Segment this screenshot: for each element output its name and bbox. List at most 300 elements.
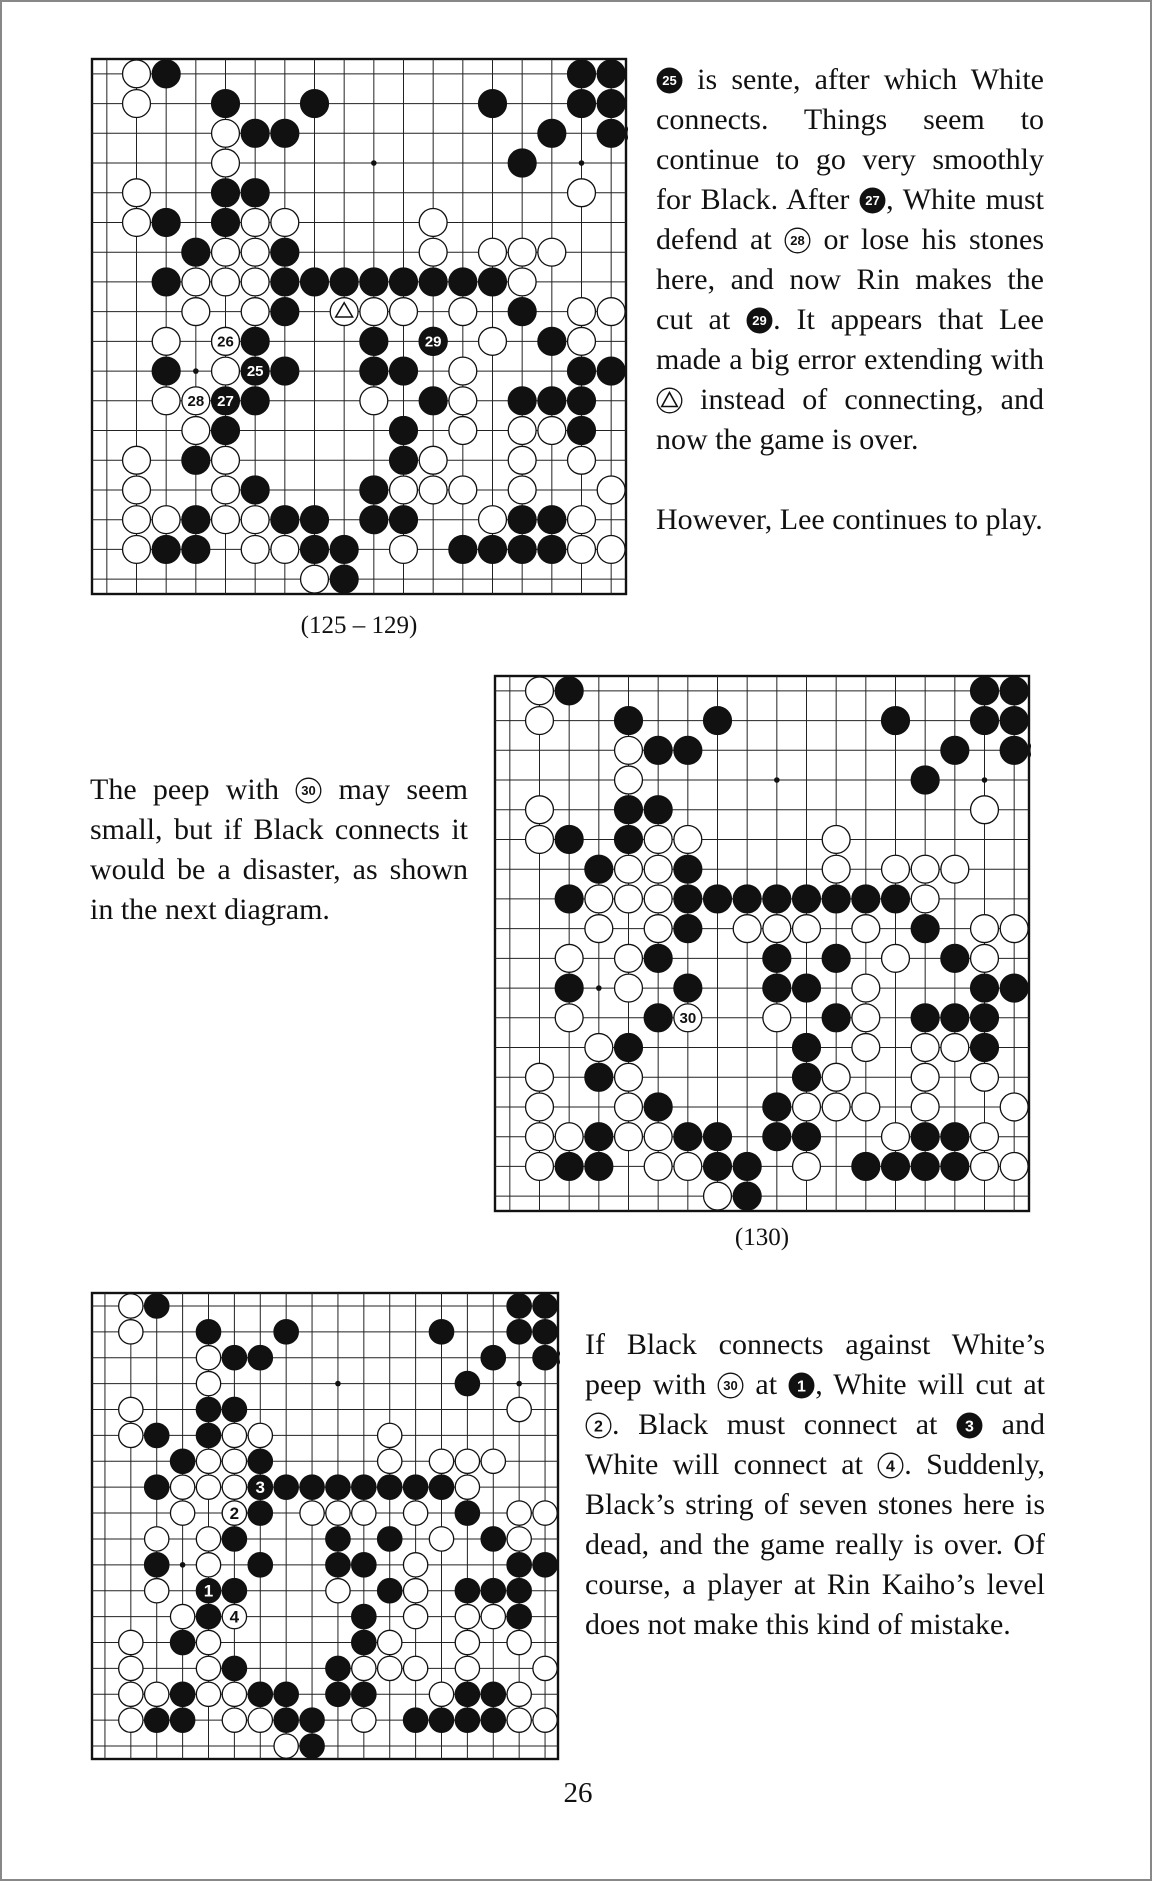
black-stone <box>568 357 596 385</box>
white-stone <box>182 417 210 445</box>
black-stone <box>911 1004 939 1032</box>
black-stone <box>538 387 566 415</box>
inline-black-stone-icon <box>656 67 683 94</box>
white-stone <box>352 1708 376 1732</box>
white-stone <box>419 209 447 237</box>
black-stone <box>615 1034 643 1062</box>
white-stone <box>360 387 388 415</box>
white-stone <box>271 535 299 563</box>
svg-text:27: 27 <box>865 193 880 208</box>
black-stone <box>152 268 180 296</box>
black-stone <box>481 1682 505 1706</box>
black-stone <box>507 1553 531 1577</box>
white-stone <box>429 1449 453 1473</box>
black-stone <box>568 90 596 118</box>
white-stone <box>1000 1093 1028 1121</box>
white-stone <box>481 1604 505 1628</box>
black-stone <box>271 268 299 296</box>
black-stone <box>222 1397 246 1421</box>
white-stone <box>568 506 596 534</box>
white-stone <box>123 90 151 118</box>
black-stone <box>941 1004 969 1032</box>
black-stone <box>971 974 999 1002</box>
svg-text:4: 4 <box>886 1458 896 1476</box>
black-stone <box>152 357 180 385</box>
black-stone <box>733 885 761 913</box>
svg-text:2: 2 <box>594 1418 603 1436</box>
white-stone <box>123 209 151 237</box>
white-stone <box>911 855 939 883</box>
board-svg <box>493 674 1031 1213</box>
black-stone <box>615 796 643 824</box>
black-stone <box>597 60 625 88</box>
white-stone <box>644 855 672 883</box>
text-run: , White must defend at <box>656 183 1044 256</box>
white-stone <box>301 565 329 593</box>
black-stone <box>941 736 969 764</box>
white-stone <box>123 476 151 504</box>
move-number: 1 <box>203 1581 214 1601</box>
svg-text:3: 3 <box>965 1418 974 1436</box>
white-stone <box>419 476 447 504</box>
white-stone <box>941 1034 969 1062</box>
white-stone <box>170 1604 194 1628</box>
black-stone <box>182 446 210 474</box>
black-stone <box>455 1682 479 1706</box>
black-stone <box>674 915 702 943</box>
white-stone <box>526 1152 554 1180</box>
white-stone <box>123 179 151 207</box>
white-stone <box>941 855 969 883</box>
white-stone <box>852 1093 880 1121</box>
black-stone <box>145 1708 169 1732</box>
commentary-peep <box>90 770 468 930</box>
white-stone <box>170 1501 194 1525</box>
white-stone <box>152 387 180 415</box>
move-number: 2 <box>229 1504 240 1524</box>
black-stone <box>971 1004 999 1032</box>
text-run: . Suddenly, Black’s string of seven stones here is dead, and the game really is over. Of course, a player at Rin Kaiho’s level does not make this kind of mistake. <box>585 1448 1045 1641</box>
white-stone <box>508 446 536 474</box>
black-stone <box>538 119 566 147</box>
white-stone <box>568 298 596 326</box>
black-stone <box>704 707 732 735</box>
move-number: 30 <box>679 1009 697 1027</box>
black-stone <box>568 417 596 445</box>
black-stone <box>378 1527 402 1551</box>
black-stone <box>704 1123 732 1151</box>
white-stone <box>196 1475 220 1499</box>
white-stone <box>568 446 596 474</box>
white-stone <box>119 1630 143 1654</box>
text-run: The peep with <box>90 773 296 806</box>
white-stone <box>538 238 566 266</box>
white-stone <box>507 1630 531 1654</box>
black-stone <box>568 60 596 88</box>
black-stone <box>419 268 447 296</box>
black-stone <box>241 387 269 415</box>
commentary-paragraphs-125-129 <box>656 60 1044 540</box>
black-stone <box>170 1708 194 1732</box>
white-stone <box>152 327 180 355</box>
board-svg <box>90 1291 560 1761</box>
white-stone <box>119 1682 143 1706</box>
inline-white-stone-icon <box>585 1412 612 1439</box>
white-stone <box>674 826 702 854</box>
black-stone <box>274 1682 298 1706</box>
white-stone <box>352 1656 376 1680</box>
black-stone <box>241 179 269 207</box>
black-stone <box>763 885 791 913</box>
black-stone <box>241 476 269 504</box>
white-stone <box>822 1063 850 1091</box>
white-stone <box>555 1004 583 1032</box>
white-stone <box>300 1501 324 1525</box>
black-stone <box>644 944 672 972</box>
diagram-caption-130: (130) <box>734 1224 790 1251</box>
white-stone <box>508 268 536 296</box>
text-run: is sente, after which White connects. Things seem to continue to go very smoothly for Black. After <box>656 63 1044 216</box>
black-stone <box>508 506 536 534</box>
black-stone <box>145 1553 169 1577</box>
white-stone <box>390 476 418 504</box>
white-stone <box>403 1579 427 1603</box>
black-stone <box>508 149 536 177</box>
black-stone <box>145 1294 169 1318</box>
black-stone <box>508 387 536 415</box>
black-stone <box>508 298 536 326</box>
black-stone <box>911 766 939 794</box>
white-stone <box>507 1501 531 1525</box>
black-stone <box>674 855 702 883</box>
black-stone <box>271 298 299 326</box>
black-stone <box>822 1004 850 1032</box>
black-stone <box>538 327 566 355</box>
black-stone <box>538 506 566 534</box>
black-stone <box>941 944 969 972</box>
black-stone <box>248 1682 272 1706</box>
white-stone <box>479 506 507 534</box>
white-stone <box>241 209 269 237</box>
black-stone <box>704 885 732 913</box>
white-stone <box>241 506 269 534</box>
white-stone <box>568 179 596 207</box>
white-stone <box>196 1682 220 1706</box>
white-stone <box>852 915 880 943</box>
black-stone <box>479 90 507 118</box>
white-stone <box>119 1656 143 1680</box>
white-stone <box>852 1004 880 1032</box>
black-stone <box>481 1708 505 1732</box>
svg-text:28: 28 <box>790 233 805 248</box>
black-stone <box>212 179 240 207</box>
black-stone <box>196 1397 220 1421</box>
black-stone <box>170 1682 194 1706</box>
white-stone <box>222 1423 246 1447</box>
black-stone <box>597 119 625 147</box>
white-stone <box>449 417 477 445</box>
white-stone <box>419 446 447 474</box>
white-stone <box>555 944 583 972</box>
black-stone <box>971 1034 999 1062</box>
black-stone <box>152 209 180 237</box>
white-stone <box>793 1093 821 1121</box>
black-stone <box>390 417 418 445</box>
black-stone <box>360 357 388 385</box>
white-stone <box>352 1501 376 1525</box>
white-stone <box>585 885 613 913</box>
black-stone <box>212 90 240 118</box>
white-stone <box>763 915 791 943</box>
white-stone <box>538 417 566 445</box>
white-stone <box>1000 915 1028 943</box>
white-stone <box>911 885 939 913</box>
white-stone <box>326 1579 350 1603</box>
black-stone <box>248 1449 272 1473</box>
white-stone <box>971 796 999 824</box>
star-point <box>596 985 602 991</box>
star-point <box>193 368 199 374</box>
text-run: instead of connecting, and now the game is over. <box>656 383 1044 456</box>
black-stone <box>196 1604 220 1628</box>
black-stone <box>793 1063 821 1091</box>
white-stone <box>822 826 850 854</box>
black-stone <box>555 677 583 705</box>
black-stone <box>326 1527 350 1551</box>
white-stone <box>733 915 761 943</box>
star-point <box>180 1562 186 1568</box>
black-stone <box>533 1320 557 1344</box>
black-stone <box>507 1579 531 1603</box>
black-stone <box>597 357 625 385</box>
white-stone <box>403 1604 427 1628</box>
black-stone <box>941 1152 969 1180</box>
black-stone <box>644 796 672 824</box>
white-stone <box>123 60 151 88</box>
star-point <box>371 160 377 166</box>
black-stone <box>533 1553 557 1577</box>
white-stone <box>674 1152 702 1180</box>
black-stone <box>852 885 880 913</box>
white-stone <box>403 1553 427 1577</box>
black-stone <box>882 707 910 735</box>
black-stone <box>182 506 210 534</box>
white-stone <box>196 1527 220 1551</box>
white-stone <box>419 238 447 266</box>
white-stone <box>568 535 596 563</box>
white-stone <box>196 1371 220 1395</box>
black-stone <box>763 1123 791 1151</box>
black-stone <box>145 1475 169 1499</box>
board-svg <box>90 57 628 596</box>
black-stone <box>555 1152 583 1180</box>
white-stone <box>196 1630 220 1654</box>
white-stone <box>793 915 821 943</box>
black-stone <box>248 1553 272 1577</box>
black-stone <box>429 1475 453 1499</box>
white-stone <box>585 1034 613 1062</box>
white-stone <box>615 974 643 1002</box>
white-stone <box>615 1123 643 1151</box>
black-stone <box>763 944 791 972</box>
white-stone <box>212 476 240 504</box>
white-stone <box>152 506 180 534</box>
inline-black-stone-icon <box>859 187 886 214</box>
white-stone <box>615 885 643 913</box>
commentary-paragraph-1 <box>656 60 1044 460</box>
black-stone <box>941 1123 969 1151</box>
black-stone <box>555 885 583 913</box>
black-stone <box>481 1579 505 1603</box>
black-stone <box>378 1579 402 1603</box>
black-stone <box>585 1123 613 1151</box>
black-stone <box>1000 736 1028 764</box>
move-number: 28 <box>187 392 205 410</box>
black-stone <box>360 268 388 296</box>
svg-text:29: 29 <box>752 313 767 328</box>
black-stone <box>419 387 447 415</box>
inline-white-stone-icon <box>784 227 811 254</box>
black-stone <box>274 1475 298 1499</box>
black-stone <box>507 1294 531 1318</box>
black-stone <box>674 974 702 1002</box>
inline-black-stone-icon <box>746 307 773 334</box>
black-stone <box>196 1423 220 1447</box>
white-stone <box>526 796 554 824</box>
white-stone <box>212 238 240 266</box>
white-stone <box>196 1656 220 1680</box>
white-stone <box>533 1501 557 1525</box>
black-stone <box>882 885 910 913</box>
white-stone <box>508 476 536 504</box>
black-stone <box>352 1604 376 1628</box>
move-number: 3 <box>255 1478 266 1498</box>
white-stone <box>449 357 477 385</box>
black-stone <box>615 826 643 854</box>
white-stone <box>212 357 240 385</box>
white-stone <box>455 1630 479 1654</box>
white-stone <box>403 1501 427 1525</box>
white-stone <box>481 1449 505 1473</box>
white-stone <box>615 736 643 764</box>
black-stone <box>326 1475 350 1499</box>
white-stone <box>248 1423 272 1447</box>
white-stone <box>182 298 210 326</box>
move-number: 25 <box>246 363 264 381</box>
black-stone <box>403 1708 427 1732</box>
inline-white-stone-icon <box>717 1372 744 1399</box>
black-stone <box>793 1034 821 1062</box>
white-stone <box>526 677 554 705</box>
black-stone <box>555 974 583 1002</box>
inline-black-stone-icon <box>788 1372 815 1399</box>
white-stone <box>378 1423 402 1447</box>
black-stone <box>352 1630 376 1654</box>
white-stone <box>568 327 596 355</box>
move-number: 27 <box>217 392 234 410</box>
black-stone <box>274 1708 298 1732</box>
black-stone <box>330 535 358 563</box>
black-stone <box>822 944 850 972</box>
black-stone <box>911 1123 939 1151</box>
black-stone <box>301 535 329 563</box>
white-stone <box>585 915 613 943</box>
black-stone <box>222 1346 246 1370</box>
white-stone <box>615 855 643 883</box>
star-point <box>335 1381 341 1387</box>
move-number: 4 <box>229 1607 240 1627</box>
white-stone <box>852 974 880 1002</box>
white-stone <box>971 944 999 972</box>
black-stone <box>170 1449 194 1473</box>
white-stone <box>971 915 999 943</box>
black-stone <box>378 1475 402 1499</box>
black-stone <box>733 1152 761 1180</box>
white-stone <box>170 1475 194 1499</box>
white-stone <box>271 209 299 237</box>
black-stone <box>352 1475 376 1499</box>
black-stone <box>152 535 180 563</box>
white-stone <box>145 1579 169 1603</box>
black-stone <box>971 677 999 705</box>
black-stone <box>1000 707 1028 735</box>
white-stone <box>644 826 672 854</box>
black-stone <box>300 1475 324 1499</box>
white-stone <box>1000 1152 1028 1180</box>
white-stone <box>526 707 554 735</box>
white-stone <box>119 1397 143 1421</box>
star-point <box>982 777 988 783</box>
black-stone <box>300 1708 324 1732</box>
text-run: . Black must connect at <box>612 1408 957 1441</box>
black-stone <box>360 476 388 504</box>
black-stone <box>429 1708 453 1732</box>
black-stone <box>507 1320 531 1344</box>
black-stone <box>763 974 791 1002</box>
white-stone <box>455 1604 479 1628</box>
white-stone <box>971 1123 999 1151</box>
white-stone <box>145 1527 169 1551</box>
black-stone <box>330 565 358 593</box>
white-stone <box>390 535 418 563</box>
black-stone <box>301 506 329 534</box>
black-stone <box>704 1152 732 1180</box>
black-stone <box>585 1152 613 1180</box>
white-stone <box>526 826 554 854</box>
white-stone <box>971 1063 999 1091</box>
black-stone <box>481 1527 505 1551</box>
white-stone <box>455 1449 479 1473</box>
black-stone <box>403 1475 427 1499</box>
black-stone <box>271 506 299 534</box>
white-stone <box>196 1553 220 1577</box>
black-stone <box>479 535 507 563</box>
white-stone <box>390 298 418 326</box>
black-stone <box>326 1553 350 1577</box>
black-stone <box>568 387 596 415</box>
diagram-caption-125-129: (125 – 129) <box>300 612 418 639</box>
white-stone <box>241 298 269 326</box>
white-stone <box>644 1152 672 1180</box>
white-stone <box>449 387 477 415</box>
black-stone <box>597 90 625 118</box>
black-stone <box>615 707 643 735</box>
black-stone <box>301 268 329 296</box>
black-stone <box>644 1093 672 1121</box>
white-stone <box>241 535 269 563</box>
white-stone <box>882 855 910 883</box>
white-stone <box>378 1656 402 1680</box>
